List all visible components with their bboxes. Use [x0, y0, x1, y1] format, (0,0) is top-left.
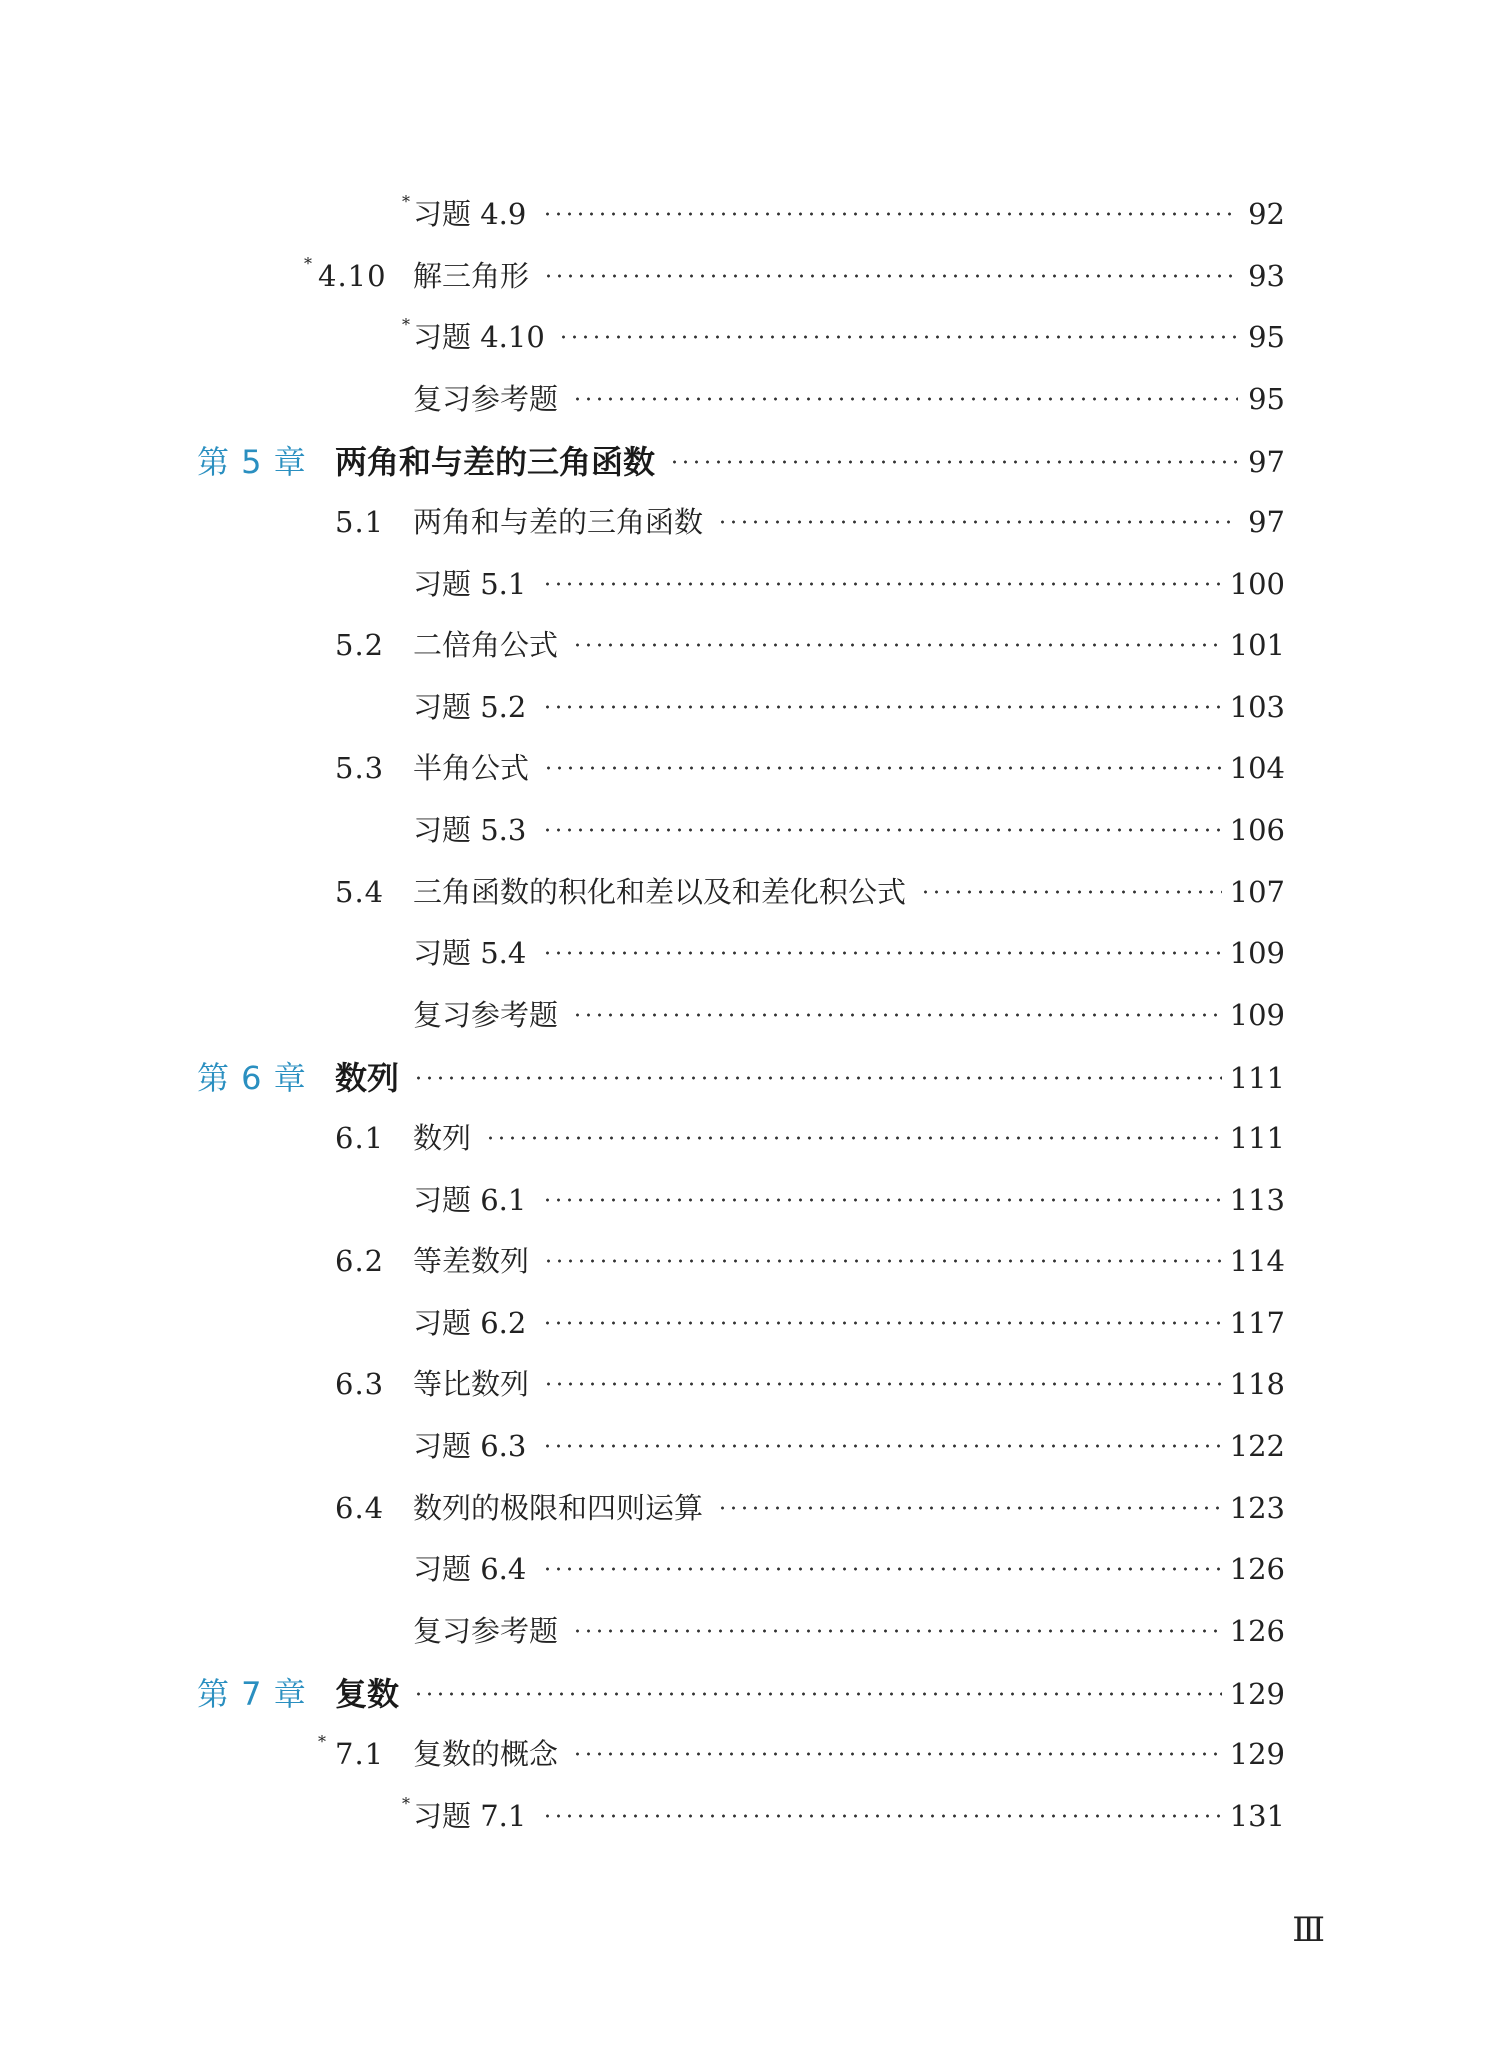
entry-title: 习题 5.3 — [413, 813, 527, 847]
section-number: 4.10 — [318, 258, 387, 293]
optional-marker: * — [402, 192, 410, 211]
page-number: 101 — [1229, 628, 1285, 663]
page-number: 93 — [1248, 258, 1285, 293]
entry-title: 二倍角公式 — [413, 628, 559, 663]
entry-title: 习题 6.2 — [413, 1305, 527, 1340]
dot-leader — [572, 397, 1238, 401]
dot-leader — [572, 1629, 1222, 1633]
entry-title: 复数 — [335, 1675, 400, 1714]
toc-section-row[interactable] — [0, 252, 1485, 300]
page-number: 126 — [1229, 1613, 1285, 1648]
toc-exercise-row[interactable] — [0, 190, 1485, 238]
toc-section-row[interactable] — [0, 744, 1485, 792]
toc-section-row[interactable] — [0, 621, 1485, 669]
page-number: 123 — [1229, 1490, 1285, 1525]
toc-chapter-row[interactable] — [0, 1670, 1485, 1718]
toc-exercise-row[interactable] — [0, 929, 1485, 977]
dot-leader — [543, 766, 1222, 770]
section-number: 6.2 — [335, 1244, 385, 1279]
entry-title: 数列的极限和四则运算 — [413, 1490, 704, 1525]
dot-leader — [543, 1382, 1222, 1386]
toc-exercise-row[interactable] — [0, 375, 1485, 423]
optional-marker: * — [318, 1732, 326, 1751]
dot-leader — [543, 1259, 1222, 1263]
toc-section-row[interactable] — [0, 1114, 1485, 1162]
page-number: 111 — [1229, 1121, 1285, 1155]
dot-leader — [542, 1321, 1222, 1325]
toc-exercise-row[interactable] — [0, 806, 1485, 854]
section-number: 5.1 — [335, 505, 385, 539]
section-number: 6.1 — [335, 1121, 385, 1155]
dot-leader — [413, 1692, 1222, 1696]
entry-title: 解三角形 — [413, 258, 530, 293]
dot-leader — [542, 1567, 1222, 1571]
page-number: 117 — [1229, 1305, 1285, 1340]
dot-leader — [572, 1013, 1222, 1017]
entry-title: 等差数列 — [413, 1244, 530, 1279]
dot-leader — [717, 1506, 1222, 1510]
page-number: 92 — [1248, 197, 1285, 231]
page-number: 111 — [1229, 1061, 1285, 1096]
entry-title: 习题 5.2 — [413, 689, 527, 724]
dot-leader — [558, 335, 1239, 339]
section-number: 6.3 — [335, 1367, 385, 1402]
dot-leader — [669, 460, 1238, 464]
entry-title: 习题 6.4 — [413, 1552, 527, 1587]
dot-leader — [542, 212, 1238, 216]
chapter-label: 第 5 章 — [197, 443, 307, 482]
entry-title: 习题 4.10 — [413, 320, 545, 355]
dot-leader — [542, 1198, 1222, 1202]
optional-marker: * — [402, 315, 410, 335]
dot-leader — [542, 828, 1222, 832]
section-number: 6.4 — [335, 1490, 385, 1525]
dot-leader — [542, 582, 1222, 586]
toc-section-row[interactable] — [0, 1360, 1485, 1408]
toc-exercise-row[interactable] — [0, 683, 1485, 731]
page-number: 122 — [1229, 1429, 1285, 1463]
toc-chapter-row[interactable] — [0, 1054, 1485, 1102]
toc-section-row[interactable] — [0, 1484, 1485, 1532]
entry-title: 数列 — [335, 1059, 400, 1098]
page-number: 131 — [1229, 1798, 1285, 1833]
dot-leader — [542, 1814, 1222, 1818]
page-number: 109 — [1229, 997, 1285, 1032]
entry-title: 等比数列 — [413, 1367, 530, 1402]
toc-exercise-row[interactable] — [0, 313, 1485, 361]
page-number: 107 — [1229, 874, 1285, 909]
dot-leader — [543, 274, 1238, 278]
page-number: 118 — [1229, 1367, 1285, 1402]
toc-section-row[interactable] — [0, 498, 1485, 546]
entry-title: 半角公式 — [413, 751, 530, 786]
page-number: 106 — [1229, 813, 1285, 847]
entry-title: 习题 6.3 — [413, 1429, 527, 1463]
entry-title: 习题 7.1 — [413, 1798, 527, 1833]
page-number: 95 — [1248, 381, 1285, 416]
entry-title: 习题 6.1 — [413, 1182, 527, 1217]
section-number: 5.3 — [335, 751, 385, 786]
section-number: 5.4 — [335, 874, 385, 909]
page-number: 129 — [1229, 1677, 1285, 1712]
entry-title: 复习参考题 — [413, 1613, 559, 1648]
entry-title: 三角函数的积化和差以及和差化积公式 — [413, 874, 907, 909]
dot-leader — [542, 1444, 1222, 1448]
page-number: 109 — [1229, 936, 1285, 971]
page-number: 129 — [1229, 1737, 1285, 1771]
entry-title: 复数的概念 — [413, 1737, 559, 1771]
toc-section-row[interactable] — [0, 868, 1485, 916]
chapter-label: 第 7 章 — [197, 1675, 307, 1714]
page-number: 100 — [1229, 566, 1285, 601]
entry-title: 习题 4.9 — [413, 197, 527, 231]
toc-exercise-row[interactable] — [0, 1422, 1485, 1470]
chapter-label: 第 6 章 — [197, 1059, 307, 1098]
page-number: 114 — [1229, 1244, 1285, 1279]
toc-chapter-row[interactable] — [0, 438, 1485, 486]
page-folio: Ⅲ — [1292, 1910, 1325, 1950]
entry-title: 习题 5.4 — [413, 936, 527, 971]
toc-exercise-row[interactable] — [0, 1792, 1485, 1840]
entry-title: 复习参考题 — [413, 381, 559, 416]
entry-title: 数列 — [413, 1121, 472, 1155]
toc-exercise-row[interactable] — [0, 991, 1485, 1039]
dot-leader — [572, 1752, 1222, 1756]
page-number: 103 — [1229, 689, 1285, 724]
toc-section-row[interactable] — [0, 1237, 1485, 1285]
dot-leader — [542, 951, 1222, 955]
toc-exercise-row[interactable] — [0, 1607, 1485, 1655]
dot-leader — [717, 520, 1238, 524]
toc-exercise-row[interactable] — [0, 1176, 1485, 1224]
toc-exercise-row[interactable] — [0, 1299, 1485, 1347]
dot-leader — [572, 643, 1222, 647]
dot-leader — [920, 890, 1222, 894]
page-number: 113 — [1229, 1182, 1285, 1217]
entry-title: 两角和与差的三角函数 — [335, 443, 656, 482]
toc-exercise-row[interactable] — [0, 1545, 1485, 1593]
dot-leader — [413, 1076, 1222, 1080]
toc-section-row[interactable] — [0, 1730, 1485, 1778]
dot-leader — [542, 705, 1222, 709]
section-number: 7.1 — [335, 1737, 385, 1771]
page-number: 104 — [1229, 751, 1285, 786]
page-number: 126 — [1229, 1552, 1285, 1587]
entry-title: 复习参考题 — [413, 997, 559, 1032]
optional-marker: * — [402, 1793, 410, 1813]
optional-marker: * — [304, 253, 312, 273]
entry-title: 两角和与差的三角函数 — [413, 505, 704, 539]
entry-title: 习题 5.1 — [413, 566, 527, 601]
toc-exercise-row[interactable] — [0, 560, 1485, 608]
page-number: 97 — [1248, 505, 1285, 539]
page-number: 97 — [1248, 445, 1285, 480]
dot-leader — [485, 1136, 1222, 1140]
page-number: 95 — [1248, 320, 1285, 355]
section-number: 5.2 — [335, 628, 385, 663]
